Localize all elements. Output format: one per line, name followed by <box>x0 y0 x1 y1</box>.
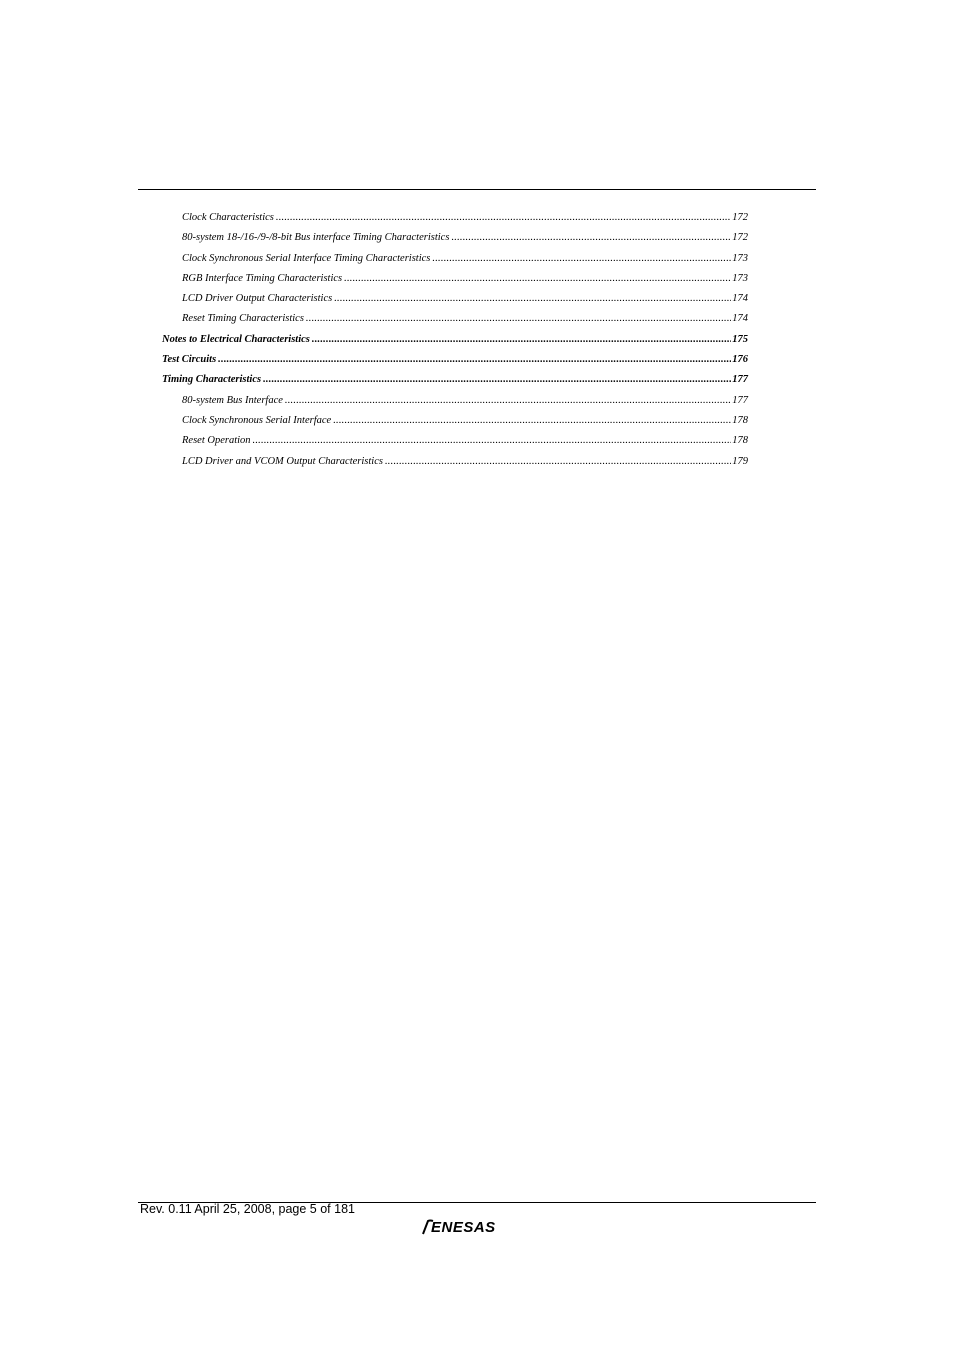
toc-entry-page: 175 <box>732 333 748 345</box>
toc-entry-title: Clock Characteristics <box>182 212 274 223</box>
toc-leader-dots <box>263 370 731 390</box>
toc-entry-title: Clock Synchronous Serial Interface <box>182 414 332 426</box>
toc-entry-title: LCD Driver and VCOM Output Characteristics <box>182 455 383 467</box>
renesas-logo <box>421 1218 533 1236</box>
toc-leader-dots <box>253 431 732 451</box>
toc-entry-page: 177 <box>732 374 748 386</box>
toc-leader-dots <box>334 289 731 309</box>
toc-leader-dots <box>306 309 731 329</box>
toc-leader-dots <box>276 208 731 228</box>
toc-entry-page: 174 <box>732 313 748 325</box>
toc-leader-dots <box>385 452 731 472</box>
toc-leader-dots <box>285 391 731 411</box>
toc-entry[interactable] <box>162 330 748 350</box>
toc-entry[interactable] <box>162 309 748 329</box>
toc-leader-dots <box>312 330 731 350</box>
toc-entry-title: RGB Interface Timing Characteristics <box>182 272 343 284</box>
toc-entry-page: 176 <box>732 354 748 366</box>
toc-entry[interactable] <box>162 269 748 289</box>
toc-entry-title: Notes to Electrical Characteristics <box>162 333 310 345</box>
toc-entry-title: 80-system Bus Interface <box>182 394 283 406</box>
toc-entry[interactable] <box>162 411 748 431</box>
toc-entry-title: 80-system 18-/16-/9-/8-bit Bus interface Timing Characteristics <box>182 232 450 244</box>
toc-entry[interactable] <box>162 452 748 472</box>
toc-entry-page: 179 <box>732 455 748 467</box>
toc-entry[interactable] <box>162 228 748 248</box>
toc-entry-title: Reset Timing Characteristics <box>182 313 304 325</box>
toc-entry[interactable] <box>162 249 748 269</box>
toc-entry[interactable] <box>162 370 748 390</box>
toc-entry-title: Clock Synchronous Serial Interface Timing Characteristics <box>182 252 431 264</box>
toc-entry[interactable] <box>162 350 748 370</box>
toc-entry-page: 178 <box>732 435 748 447</box>
svg-text:ENESAS: ENESAS <box>431 1219 496 1236</box>
toc-entry-title: Test Circuits <box>162 354 217 366</box>
toc-leader-dots <box>451 228 731 248</box>
header-rule <box>138 189 816 190</box>
toc-entry-page: 177 <box>732 394 748 406</box>
toc-entry-page: 178 <box>732 414 748 426</box>
footer-revision: Rev. 0.11 April 25, 2008, page 5 of 181 <box>140 1202 355 1216</box>
toc-leader-dots <box>344 269 731 289</box>
toc-entry-title: Timing Characteristics <box>162 374 262 386</box>
toc-entry-page: 173 <box>732 272 748 284</box>
toc-entry-page: 173 <box>732 252 748 264</box>
toc-entry[interactable] <box>162 431 748 451</box>
toc-entry-page: 172 <box>732 212 748 223</box>
table-of-contents <box>162 208 748 472</box>
toc-entry-page: 174 <box>732 293 748 305</box>
toc-entry-title: Reset Operation <box>182 435 251 447</box>
toc-leader-dots <box>333 411 731 431</box>
toc-leader-dots <box>218 350 731 370</box>
toc-entry-title: LCD Driver Output Characteristics <box>182 293 333 305</box>
toc-entry[interactable] <box>162 289 748 309</box>
toc-entry-page: 172 <box>732 232 748 244</box>
toc-entry[interactable] <box>162 391 748 411</box>
toc-leader-dots <box>432 249 731 269</box>
toc-entry[interactable] <box>162 208 748 228</box>
